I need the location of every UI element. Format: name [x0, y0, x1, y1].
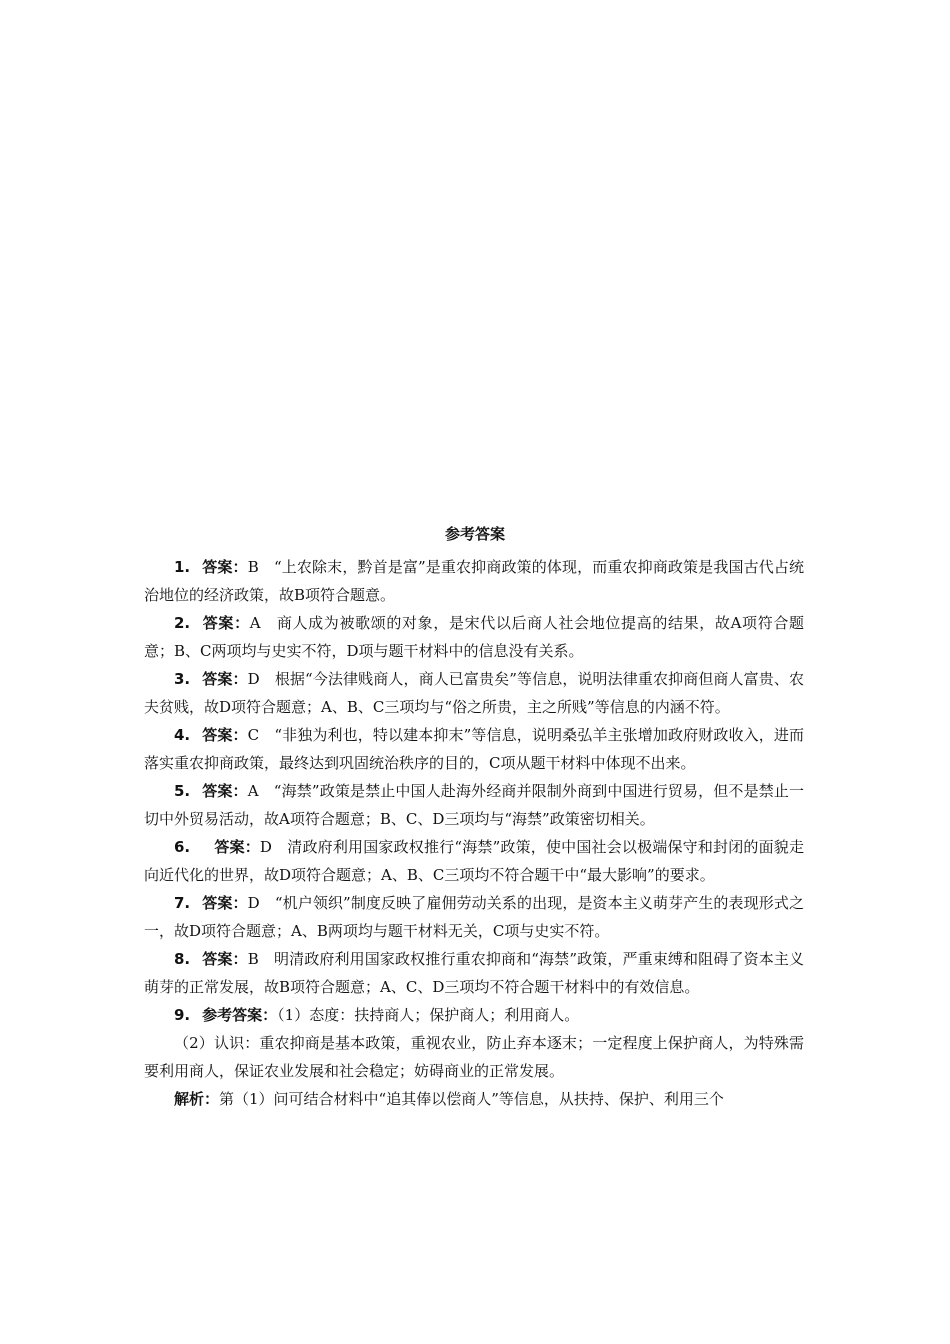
answer-part-2: （2）认识：重农抑商是基本政策，重视农业，防止弃本逐末；一定程度上保护商人，为特殊需要利用商人，保证农业发展和社会稳定；妨碍商业的正常发展。	[144, 1034, 804, 1080]
answer-label: 答案：	[202, 950, 248, 968]
answer-item	[144, 665, 804, 721]
answer-label: 答案：	[202, 894, 248, 912]
answer-number: 7.	[174, 894, 191, 912]
answer-text: B 明清政府利用国家政权推行重农抑商和“海禁”政策，严重束缚和阻碍了资本主义萌芽的正常发展，故B项符合题意；A、C、D三项均不符合题干材料中的有效信息。	[144, 950, 804, 996]
answer-text: （1）态度：扶持商人；保护商人；利用商人。	[277, 1006, 580, 1024]
answer-label: 答案：	[202, 726, 248, 744]
answer-text: C “非独为利也，特以建本抑末”等信息，说明桑弘羊主张增加政府财政收入，进而落实重农抑商政策，最终达到巩固统治秩序的目的，C项从题干材料中体现不出来。	[144, 726, 804, 772]
answer-text: A “海禁”政策是禁止中国人赴海外经商并限制外商到中国进行贸易，但不是禁止一切中外贸易活动，故A项符合题意；B、C、D三项均与“海禁”政策密切相关。	[144, 782, 804, 828]
answer-item	[144, 609, 804, 665]
answer-number: 6.	[174, 838, 191, 856]
answer-label: 答案：	[202, 782, 248, 800]
analysis-text: 第（1）问可结合材料中“追其俸以偿商人”等信息，从扶持、保护、利用三个	[219, 1090, 724, 1108]
answer-number: 2.	[174, 614, 191, 632]
answer-text: D 根据“今法律贱商人，商人已富贵矣”等信息，说明法律重农抑商但商人富贵、农夫贫贱，故D项符合题意；A、B、C三项均与“俗之所贵，主之所贱”等信息的内涵不符。	[144, 670, 804, 716]
answer-label: 参考答案：	[202, 1006, 278, 1024]
page-title: 参考答案	[444, 525, 505, 543]
answer-item	[144, 721, 804, 777]
answer-number: 1.	[174, 558, 191, 576]
answer-label: 答案：	[202, 558, 248, 576]
answer-item	[144, 945, 804, 1001]
answer-text: D 清政府利用国家政权推行“海禁”政策，使中国社会以极端保守和封闭的面貌走向近代化的世界，故D项符合题意；A、B、C三项均不符合题干中“最大影响”的要求。	[144, 838, 804, 884]
answer-text: B “上农除末，黔首是富”是重农抑商政策的体现，而重农抑商政策是我国古代占统治地位的经济政策，故B项符合题意。	[144, 558, 804, 604]
answer-number: 5.	[174, 782, 191, 800]
answer-item	[144, 833, 804, 889]
answer-text: D “机户领织”制度反映了雇佣劳动关系的出现，是资本主义萌芽产生的表现形式之一，故D项符合题意；A、B两项均与题干材料无关，C项与史实不符。	[144, 894, 804, 940]
answer-item	[144, 1001, 804, 1029]
answer-item	[144, 553, 804, 609]
answer-number: 3.	[174, 670, 191, 688]
answer-item	[144, 777, 804, 833]
answer-label: 答案：	[202, 670, 248, 688]
answer-number: 4.	[174, 726, 191, 744]
answer-item	[144, 889, 804, 945]
analysis-paragraph	[144, 1085, 804, 1113]
answer-label: 答案：	[214, 838, 260, 856]
analysis-label: 解析：	[174, 1090, 220, 1108]
answer-label: 答案：	[202, 614, 250, 632]
answer-text: A 商人成为被歌颂的对象，是宋代以后商人社会地位提高的结果，故A项符合题意；B、C两项均与史实不符，D项与题干材料中的信息没有关系。	[144, 614, 804, 660]
answer-number: 9.	[174, 1006, 191, 1024]
answer-list	[144, 553, 804, 1113]
answer-number: 8.	[174, 950, 191, 968]
